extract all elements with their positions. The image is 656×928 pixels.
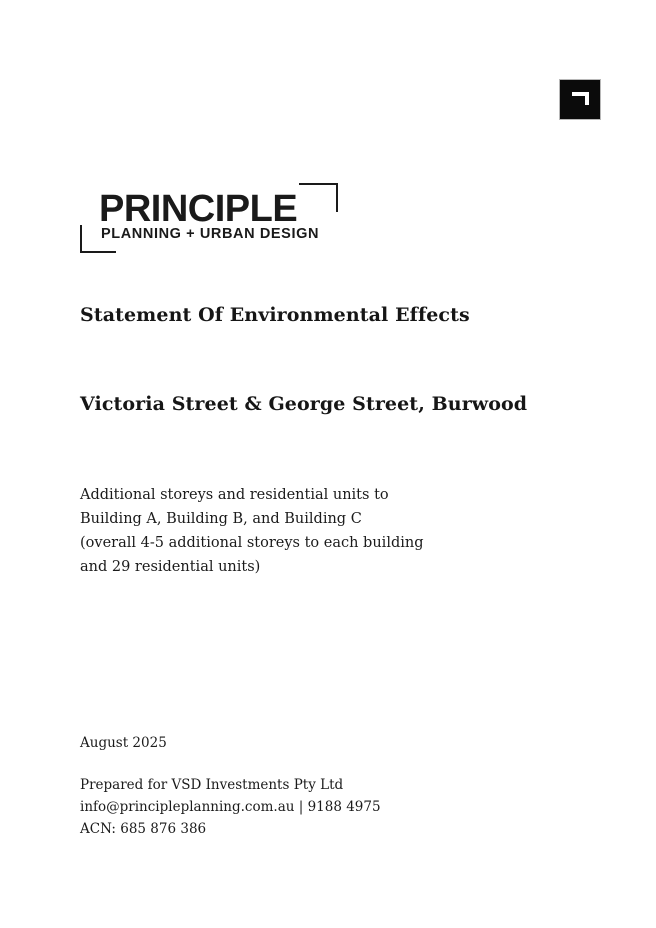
corner-bracket-icon: [572, 92, 589, 105]
logo-wordmark: PRINCIPLE: [99, 188, 298, 230]
contact-line: info@principleplanning.com.au | 9188 4975: [80, 799, 381, 815]
prepared-for-line: Prepared for VSD Investments Pty Ltd: [80, 777, 344, 793]
document-description: [80, 483, 424, 579]
logo-bracket-top-right-icon: [299, 183, 338, 212]
description-line: and 29 residential units): [80, 559, 261, 575]
acn-line: ACN: 685 876 386: [80, 821, 207, 837]
logo-tagline: PLANNING + URBAN DESIGN: [101, 226, 320, 242]
description-line: Additional storeys and residential units to: [80, 487, 389, 503]
principle-logo: [80, 183, 338, 253]
description-line: (overall 4-5 additional storeys to each building: [80, 535, 424, 551]
document-date: August 2025: [80, 735, 167, 751]
document-title: Statement Of Environmental Effects: [80, 304, 470, 326]
corner-mark: [559, 79, 601, 120]
contact-block: [80, 774, 381, 840]
description-line: Building A, Building B, and Building C: [80, 511, 362, 527]
document-subtitle: Victoria Street & George Street, Burwood: [80, 393, 528, 415]
